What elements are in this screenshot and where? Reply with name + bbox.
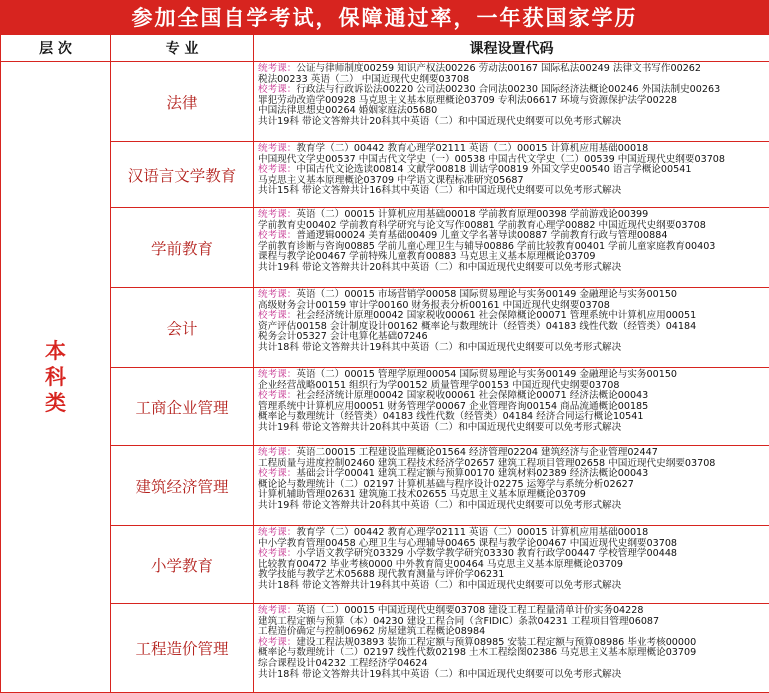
course-text: 学前教育诊断与咨询00885 学前儿童心理卫生与辅导00886 学前比较教育00401 学前儿童家庭教育00403: [258, 240, 716, 252]
course-text: 英语（二）00015 计算机应用基础00018 学前教育原理00398 学前游戏论00399: [296, 209, 649, 220]
table-row: [1, 288, 769, 368]
exam-type-label: 统考课：: [258, 289, 297, 300]
major-name: 建筑经济管理: [111, 446, 254, 526]
exam-type-label: 统考课：: [258, 143, 297, 154]
course-line: [258, 263, 766, 274]
course-text: 建筑工程定额与预算（本）04230 建设工程合同（含FIDIC）条款04231 工程项目管理06087: [258, 615, 660, 627]
course-text: 中国古代文论选读00814 文献学00818 训诂学00819 外国文学史00540 语言学概论00541: [296, 164, 692, 176]
course-text: 小学语文教学研究03329 小学数学教学研究03330 教育行政学00447 学校管理学00448: [296, 548, 678, 560]
course-text: 中国法律思想史00264 婚姻家庭法05680: [258, 105, 438, 117]
level-label: 本科类: [45, 339, 66, 415]
course-text: 马克思主义基本原理概论03709 中学语文课程标准研究05687: [258, 174, 524, 186]
course-text: 共计15科 带论文答辩共计16科其中英语（二）和中国近现代史纲要可以免考形式解决: [258, 185, 622, 197]
table-row: [1, 446, 769, 526]
course-list: [254, 142, 769, 208]
table-header-row: [1, 35, 769, 62]
banner-title: 参加全国自学考试，保障通过率，一年获国家学历: [0, 0, 769, 34]
course-text: 建设工程法规03893 装饰工程定额与预算08985 安装工程定额与预算08986 毕业考核00000: [296, 636, 697, 648]
major-name: 汉语言文学教育: [111, 142, 254, 208]
exam-type-label: 校考课：: [258, 84, 297, 96]
course-table: [0, 34, 769, 693]
exam-type-label: 统考课：: [258, 447, 297, 458]
course-text: 基础会计学00041 建筑工程定额与预算00170 建筑材料02389 经济法概论00043: [296, 468, 649, 480]
course-text: 管理系统中计算机应用00051 财务管理学00067 企业管理咨询00154 商品流通概论00185: [258, 400, 649, 412]
course-text: 学前教育史00402 学前教育科学研究与论文写作00881 学前教育心理学00882 中国近现代史纲要03708: [258, 219, 706, 231]
exam-type-label: 统考课：: [258, 527, 297, 538]
table-row: [1, 208, 769, 288]
course-line: [258, 423, 766, 434]
course-text: 概率论与数理统计（二）02197 线性代数02198 土木工程绘图02386 马克思主义基本原理概论03709: [258, 647, 697, 659]
course-text: 共计18科 带论文答辩共计19科其中英语（二）和中国近现代史纲要可以免考形式解决: [258, 668, 622, 680]
course-text: 比较教育00472 毕业考核0000 中外教育简史00464 马克思主义基本原理概论03709: [258, 558, 623, 570]
course-line: [258, 343, 766, 354]
header-level: 层 次: [1, 35, 111, 62]
table-row: [1, 526, 769, 604]
course-list: [254, 604, 769, 693]
course-text: 英语（二）00015 管理学原理00054 国际贸易理论与实务00149 金融理论与实务00150: [296, 369, 678, 380]
major-name: 工商企业管理: [111, 368, 254, 446]
course-text: 公证与律师制度00259 知识产权法00226 劳动法00167 国际私法00249 法律文书写作00262: [296, 63, 702, 74]
exam-type-label: 校考课：: [258, 468, 297, 480]
exam-type-label: 校考课：: [258, 548, 297, 560]
exam-type-label: 统考课：: [258, 605, 297, 616]
course-line: [258, 501, 766, 512]
course-text: 共计19科 带论文答辩共计20科其中英语（二）和中国近现代史纲要可以免考形式解决: [258, 261, 622, 273]
course-text: 教育学（二）00442 教育心理学02111 英语（二）00015 计算机应用基础00018: [296, 527, 649, 538]
course-text: 共计19科 带论文答辩共计20科其中英语（二）和中国近现代史纲要可以免考形式解决: [258, 421, 622, 433]
course-list: [254, 62, 769, 142]
course-text: 计算机辅助管理02631 建筑施工技术02655 马克思主义基本原理概论03709: [258, 489, 586, 501]
course-text: 英语二00015 工程建设监理概论01564 经济管理02204 建筑经济与企业管理02447: [296, 447, 658, 458]
course-text: 教学技能与教学艺术05688 现代教育测量与评价学06231: [258, 569, 505, 581]
course-line: [258, 117, 766, 128]
course-text: 共计18科 带论文答辩共计19科其中英语（二）和中国近现代史纲要可以免考形式解决: [258, 579, 622, 591]
course-text: 综合课程设计04232 工程经济学04624: [258, 657, 428, 669]
course-text: 英语（二）00015 市场营销学00058 国际贸易理论与实务00149 金融理论与实务00150: [296, 289, 678, 300]
course-text: 高级财务会计00159 审计学00160 财务报表分析00161 中国近现代史纲要03708: [258, 299, 610, 311]
course-text: 共计19科 带论文答辩共计20科其中英语（二）和中国近现代史纲要可以免考形式解决: [258, 499, 622, 511]
course-list: [254, 368, 769, 446]
header-major: 专 业: [111, 35, 254, 62]
major-name: 会计: [111, 288, 254, 368]
course-text: 工程质量与进度控制02460 建筑工程技术经济学02657 建筑工程项目管理02658 中国近现代史纲要03708: [258, 457, 716, 469]
major-name: 小学教育: [111, 526, 254, 604]
table-row: [1, 142, 769, 208]
course-text: 罪犯劳动改造学00928 马克思主义基本原理概论03709 专利法06617 环境与资源保护法学00228: [258, 94, 678, 106]
course-text: 工程造价确定与控制06962 房屋建筑工程概论08984: [258, 626, 486, 638]
major-name: 工程造价管理: [111, 604, 254, 693]
exam-type-label: 校考课：: [258, 636, 297, 648]
exam-type-label: 统考课：: [258, 209, 297, 220]
table-row: [1, 604, 769, 693]
course-text: 中国现代文学史00537 中国古代文学史（一）00538 中国古代文学史（二）00539 中国近现代史纲要03708: [258, 153, 726, 165]
table-row: [1, 62, 769, 142]
exam-type-label: 校考课：: [258, 310, 297, 322]
course-text: 普通逻辑00024 美育基础00409 儿童文学名著导读00887 学前教育行政与管理00884: [296, 230, 668, 242]
course-text: 企业经营战略00151 组织行为学00152 质量管理学00153 中国近现代史纲要03708: [258, 379, 620, 391]
table-row: [1, 368, 769, 446]
exam-type-label: 校考课：: [258, 230, 297, 242]
course-text: 共计19科 带论文答辩共计20科其中英语（二）和中国近现代史纲要可以免考形式解决: [258, 115, 622, 127]
course-line: [258, 186, 766, 197]
major-name: 学前教育: [111, 208, 254, 288]
course-text: 教育学（二）00442 教育心理学02111 英语（二）00015 计算机应用基础00018: [296, 143, 649, 154]
course-text: 概论论与数理统计（二）02197 计算机基础与程序设计02275 运筹学与系统分析02627: [258, 478, 634, 490]
exam-type-label: 校考课：: [258, 164, 297, 176]
course-list: [254, 208, 769, 288]
course-text: 中小学教育管理00458 心理卫生与心理辅导00465 课程与教学论00467 中国近现代史纲要03708: [258, 537, 678, 549]
major-name: 法律: [111, 62, 254, 142]
exam-type-label: 统考课：: [258, 369, 297, 380]
course-text: 共计18科 带论文答辩共计19科其中英语（二）和中国近现代史纲要可以免考形式解决: [258, 341, 622, 353]
course-text: 课程与教学论00467 学前特殊儿童教育00883 马克思主义基本原理概论03709: [258, 251, 596, 263]
course-list: [254, 446, 769, 526]
course-text: 社会经济统计原理00042 国家税收00061 社会保障概论00071 管理系统中计算机应用00051: [296, 310, 697, 322]
course-line: [258, 670, 766, 681]
level-cell: [1, 62, 111, 693]
course-text: 英语（二）00015 中国近现代史纲要03708 建设工程工程量清单计价实务04228: [296, 605, 644, 616]
course-text: 社会经济统计原理00042 国家税收00061 社会保障概论00071 经济法概论00043: [296, 390, 649, 402]
course-text: 资产评估00158 会计制度设计00162 概率论与数理统计（经管类）04183 线性代数（经管类）04184: [258, 320, 697, 332]
course-text: 税务会计05327 会计电算化基础07246: [258, 331, 428, 343]
header-courses: 课程设置代码: [254, 35, 769, 62]
exam-type-label: 统考课：: [258, 63, 297, 74]
course-list: [254, 526, 769, 604]
course-text: 概率论与数理统计（经管类）04183 线性代数（经管类）04184 经济合同运行概论10541: [258, 411, 644, 423]
course-list: [254, 288, 769, 368]
exam-type-label: 校考课：: [258, 390, 297, 402]
course-text: 行政法与行政诉讼法00220 公司法00230 合同法00230 国际经济法概论00246 外国法制史00263: [296, 84, 721, 96]
course-line: [258, 581, 766, 592]
course-text: 税法00233 英语（二） 中国近现代史纲要03708: [258, 73, 470, 85]
